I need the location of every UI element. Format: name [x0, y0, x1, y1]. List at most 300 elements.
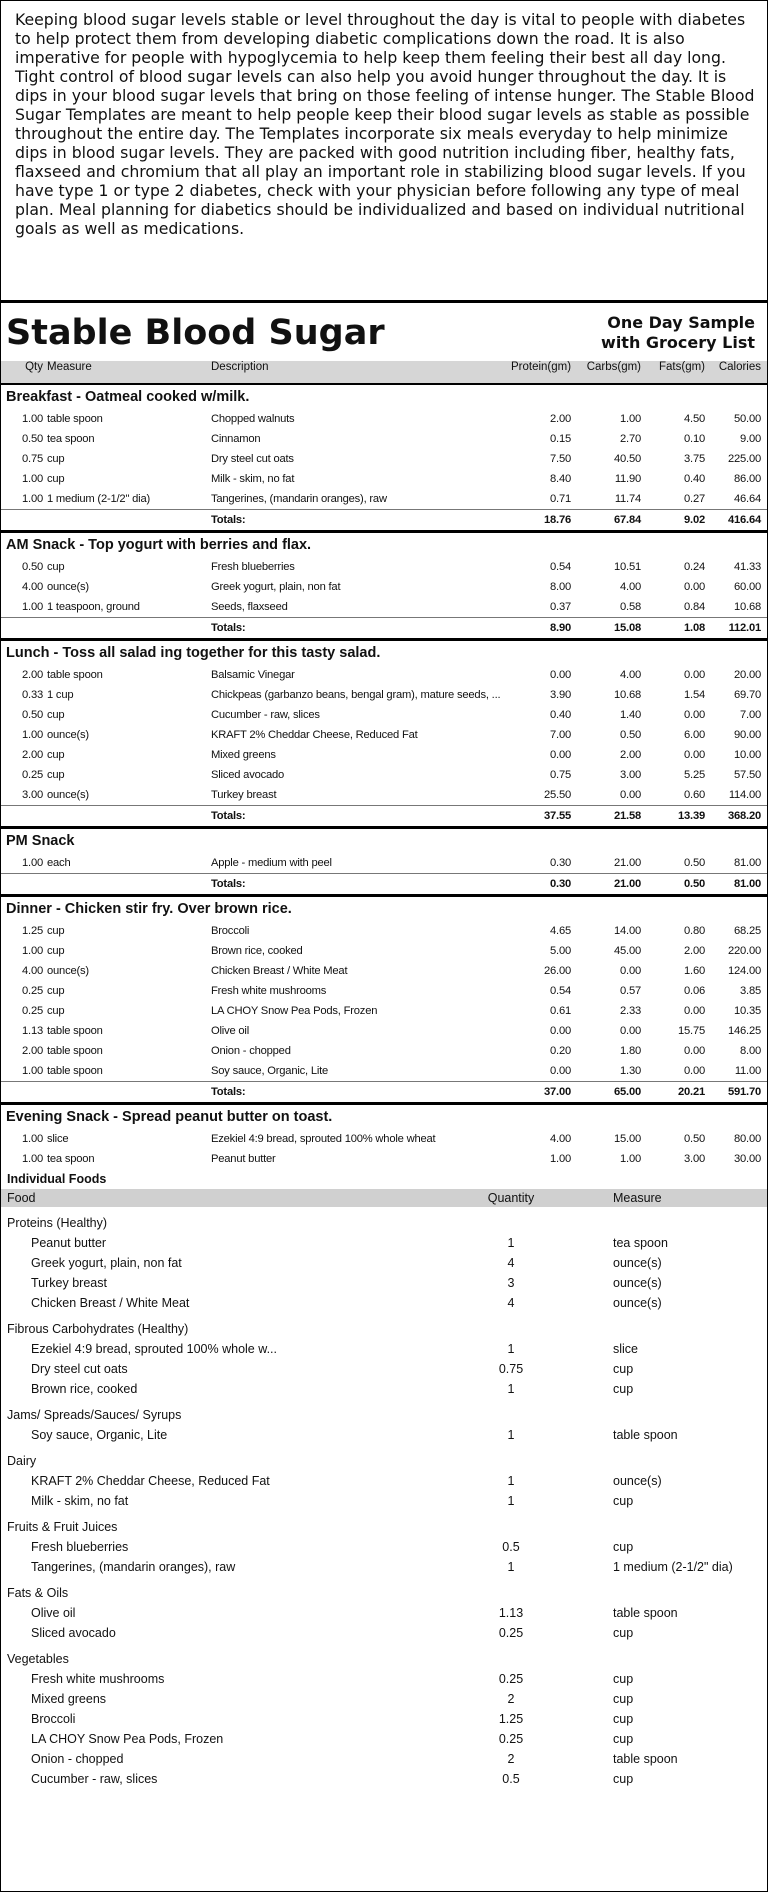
meal-title: Dinner - Chicken stir fry. Over brown rice.	[1, 895, 767, 921]
item-protein: 0.00	[550, 1065, 571, 1077]
item-measure: each	[47, 857, 71, 869]
grocery-measure: tea spoon	[613, 1236, 668, 1250]
grocery-measure: cup	[613, 1362, 634, 1376]
total-fats: 20.21	[678, 1086, 705, 1098]
item-fats: 0.06	[684, 985, 705, 997]
total-fats: 0.50	[684, 878, 705, 890]
item-carbs: 21.00	[614, 857, 641, 869]
total-carbs: 21.58	[614, 810, 641, 822]
item-carbs: 2.70	[620, 433, 641, 445]
item-measure: cup	[47, 985, 65, 997]
item-carbs: 0.58	[620, 601, 641, 613]
item-carbs: 0.00	[620, 965, 641, 977]
grocery-quantity: 0.25	[498, 1732, 524, 1746]
meal-title: PM Snack	[1, 827, 767, 853]
item-carbs: 3.00	[620, 769, 641, 781]
meal-item-row	[1, 853, 767, 873]
item-measure: tea spoon	[47, 433, 95, 445]
col-quantity: Quantity	[487, 1191, 535, 1205]
meal-item-row	[1, 921, 767, 941]
item-description: Cinnamon	[211, 433, 261, 445]
grocery-item-row	[1, 1709, 767, 1729]
grocery-food: Onion - chopped	[31, 1752, 124, 1766]
item-carbs: 11.74	[614, 493, 641, 505]
item-qty: 2.00	[22, 749, 43, 761]
item-description: Seeds, flaxseed	[211, 601, 288, 613]
meal-item-row	[1, 409, 767, 429]
item-qty: 1.13	[22, 1025, 43, 1037]
item-description: Ezekiel 4:9 bread, sprouted 100% whole wheat	[211, 1133, 436, 1145]
grocery-item-row	[1, 1623, 767, 1643]
grocery-measure: cup	[613, 1712, 634, 1726]
item-fats: 0.00	[684, 1065, 705, 1077]
item-protein: 26.00	[544, 965, 571, 977]
total-carbs: 21.00	[614, 878, 641, 890]
item-qty: 0.50	[22, 433, 43, 445]
grocery-measure: table spoon	[613, 1428, 678, 1442]
meal-item-row	[1, 981, 767, 1001]
item-qty: 2.00	[22, 1045, 43, 1057]
plan-title: Stable Blood Sugar	[6, 313, 385, 353]
item-calories: 8.00	[740, 1045, 761, 1057]
plan-header	[1, 303, 767, 361]
grocery-quantity: 4	[507, 1256, 515, 1270]
item-carbs: 10.51	[614, 561, 641, 573]
total-protein: 18.76	[544, 514, 571, 526]
grocery-quantity: 0.25	[498, 1626, 524, 1640]
meal-item-row	[1, 705, 767, 725]
grocery-food: Fresh blueberries	[31, 1540, 129, 1554]
item-qty: 1.00	[22, 1065, 43, 1077]
item-protein: 0.54	[550, 985, 571, 997]
item-carbs: 0.00	[620, 789, 641, 801]
item-fats: 0.60	[684, 789, 705, 801]
grocery-category: Dairy	[7, 1454, 37, 1468]
item-measure: ounce(s)	[47, 789, 89, 801]
item-carbs: 1.80	[620, 1045, 641, 1057]
grocery-food: Broccoli	[31, 1712, 76, 1726]
item-calories: 225.00	[727, 453, 761, 465]
meal-item-row	[1, 1149, 767, 1169]
grocery-item-row	[1, 1471, 767, 1491]
meal-list	[1, 383, 767, 1169]
meal-section	[1, 827, 767, 895]
item-measure: table spoon	[47, 1045, 103, 1057]
item-calories: 46.64	[734, 493, 761, 505]
meal-item-row	[1, 557, 767, 577]
grocery-category: Fats & Oils	[7, 1586, 69, 1600]
meal-totals-row	[1, 617, 767, 638]
col-grocery-measure: Measure	[613, 1191, 662, 1205]
meal-item-row	[1, 665, 767, 685]
item-description: Chopped walnuts	[211, 413, 295, 425]
grocery-food: LA CHOY Snow Pea Pods, Frozen	[31, 1732, 224, 1746]
total-calories: 112.01	[728, 622, 761, 634]
item-measure: cup	[47, 1005, 65, 1017]
item-carbs: 0.50	[620, 729, 641, 741]
grocery-food: Tangerines, (mandarin oranges), raw	[31, 1560, 236, 1574]
item-carbs: 1.00	[620, 413, 641, 425]
item-protein: 0.00	[550, 749, 571, 761]
item-description: Apple - medium with peel	[211, 857, 332, 869]
item-fats: 3.75	[684, 453, 705, 465]
grocery-quantity: 2	[507, 1752, 515, 1766]
item-measure: cup	[47, 769, 65, 781]
grocery-measure: cup	[613, 1772, 634, 1786]
meal-totals-row	[1, 509, 767, 530]
item-fats: 2.00	[684, 945, 705, 957]
item-fats: 0.00	[684, 1045, 705, 1057]
item-measure: cup	[47, 749, 65, 761]
item-fats: 0.50	[684, 1133, 705, 1145]
grocery-food: Milk - skim, no fat	[31, 1494, 129, 1508]
item-fats: 4.50	[684, 413, 705, 425]
item-calories: 146.25	[727, 1025, 761, 1037]
item-description: Chicken Breast / White Meat	[211, 965, 348, 977]
item-fats: 15.75	[678, 1025, 705, 1037]
item-description: Chickpeas (garbanzo beans, bengal gram), mature seeds, ...	[211, 689, 501, 701]
grocery-food: Fresh white mushrooms	[31, 1672, 165, 1686]
item-qty: 0.25	[22, 985, 43, 997]
item-calories: 57.50	[734, 769, 761, 781]
item-description: Cucumber - raw, slices	[211, 709, 320, 721]
item-carbs: 4.00	[620, 669, 641, 681]
col-fats: Fats(gm)	[659, 361, 705, 373]
grocery-quantity: 0.5	[502, 1772, 520, 1786]
total-protein: 37.00	[544, 1086, 571, 1098]
item-carbs: 1.40	[620, 709, 641, 721]
meal-totals-row	[1, 1081, 767, 1102]
grocery-item-row	[1, 1729, 767, 1749]
item-description: Soy sauce, Organic, Lite	[211, 1065, 329, 1077]
grocery-quantity: 2	[507, 1692, 515, 1706]
item-description: KRAFT 2% Cheddar Cheese, Reduced Fat	[211, 729, 418, 741]
item-calories: 114.00	[728, 789, 761, 801]
item-calories: 20.00	[734, 669, 761, 681]
item-fats: 0.27	[684, 493, 705, 505]
grocery-food: Brown rice, cooked	[31, 1382, 138, 1396]
item-calories: 30.00	[734, 1153, 761, 1165]
item-protein: 0.75	[550, 769, 571, 781]
item-measure: cup	[47, 925, 65, 937]
total-calories: 81.00	[734, 878, 761, 890]
grocery-measure: cup	[613, 1540, 634, 1554]
col-protein: Protein(gm)	[511, 361, 572, 373]
item-protein: 5.00	[550, 945, 571, 957]
grocery-measure: ounce(s)	[613, 1256, 662, 1270]
total-protein: 37.55	[544, 810, 571, 822]
col-calories: Calories	[718, 361, 761, 373]
item-description: Balsamic Vinegar	[211, 669, 295, 681]
item-description: Onion - chopped	[211, 1045, 291, 1057]
grocery-food: Soy sauce, Organic, Lite	[31, 1428, 168, 1442]
item-qty: 1.00	[22, 945, 43, 957]
grocery-measure: cup	[613, 1672, 634, 1686]
item-fats: 0.00	[684, 581, 705, 593]
total-carbs: 67.84	[614, 514, 641, 526]
grocery-measure: cup	[613, 1382, 634, 1396]
item-qty: 1.25	[22, 925, 43, 937]
item-protein: 0.30	[550, 857, 571, 869]
meal-item-row	[1, 685, 767, 705]
item-qty: 1.00	[22, 601, 43, 613]
grocery-item-row	[1, 1749, 767, 1769]
item-qty: 0.25	[22, 1005, 43, 1017]
totals-label: Totals:	[211, 878, 246, 890]
total-carbs: 15.08	[614, 622, 641, 634]
grocery-food: Turkey breast	[31, 1276, 107, 1290]
item-calories: 81.00	[734, 857, 761, 869]
grocery-quantity: 1	[507, 1382, 515, 1396]
item-calories: 68.25	[734, 925, 761, 937]
item-description: Brown rice, cooked	[211, 945, 303, 957]
item-measure: ounce(s)	[47, 729, 89, 741]
item-fats: 1.60	[684, 965, 705, 977]
item-calories: 90.00	[734, 729, 761, 741]
item-carbs: 2.00	[620, 749, 641, 761]
item-description: Sliced avocado	[211, 769, 285, 781]
grocery-category: Fruits & Fruit Juices	[7, 1520, 118, 1534]
meal-totals-row	[1, 873, 767, 894]
item-qty: 1.00	[22, 857, 43, 869]
grocery-food: Dry steel cut oats	[31, 1362, 128, 1376]
grocery-item-row	[1, 1339, 767, 1359]
item-calories: 9.00	[740, 433, 761, 445]
grocery-category: Fibrous Carbohydrates (Healthy)	[7, 1322, 189, 1336]
item-protein: 0.54	[550, 561, 571, 573]
meal-item-row	[1, 1061, 767, 1081]
item-description: Olive oil	[211, 1025, 249, 1037]
item-measure: cup	[47, 561, 65, 573]
total-protein: 0.30	[550, 878, 571, 890]
item-description: Milk - skim, no fat	[211, 473, 295, 485]
item-calories: 10.68	[734, 601, 761, 613]
item-fats: 0.24	[684, 561, 705, 573]
total-calories: 416.64	[727, 514, 761, 526]
meal-item-row	[1, 1129, 767, 1149]
meal-section	[1, 639, 767, 827]
item-fats: 0.40	[684, 473, 705, 485]
meal-item-row	[1, 961, 767, 981]
grocery-category: Proteins (Healthy)	[7, 1216, 108, 1230]
grocery-quantity: 0.75	[498, 1362, 524, 1376]
item-measure: cup	[47, 473, 65, 485]
item-protein: 0.00	[550, 1025, 571, 1037]
meal-item-row	[1, 745, 767, 765]
plan-subtitle	[601, 313, 755, 353]
item-measure: cup	[47, 945, 65, 957]
totals-label: Totals:	[211, 622, 246, 634]
totals-label: Totals:	[211, 810, 246, 822]
grocery-item-row	[1, 1293, 767, 1313]
item-protein: 4.00	[550, 1133, 571, 1145]
item-calories: 69.70	[734, 689, 761, 701]
meal-title: AM Snack - Top yogurt with berries and flax.	[1, 531, 767, 557]
meal-item-row	[1, 577, 767, 597]
item-protein: 25.50	[544, 789, 571, 801]
item-calories: 124.00	[727, 965, 761, 977]
item-protein: 7.00	[550, 729, 571, 741]
item-carbs: 4.00	[620, 581, 641, 593]
grocery-measure: cup	[613, 1692, 634, 1706]
total-carbs: 65.00	[614, 1086, 641, 1098]
item-protein: 3.90	[550, 689, 571, 701]
item-fats: 0.00	[684, 749, 705, 761]
grocery-quantity: 1	[507, 1428, 515, 1442]
col-description: Description	[211, 361, 269, 373]
item-protein: 8.00	[550, 581, 571, 593]
grocery-quantity: 1	[507, 1342, 515, 1356]
meal-item-row	[1, 449, 767, 469]
meal-title: Lunch - Toss all salad ing together for this tasty salad.	[1, 639, 767, 665]
item-qty: 4.00	[22, 965, 43, 977]
item-measure: ounce(s)	[47, 581, 89, 593]
item-carbs: 11.90	[614, 473, 641, 485]
meal-title: Breakfast - Oatmeal cooked w/milk.	[1, 383, 767, 409]
grocery-measure: cup	[613, 1732, 634, 1746]
grocery-title: Individual Foods	[7, 1172, 107, 1186]
item-calories: 3.85	[740, 985, 761, 997]
item-carbs: 14.00	[614, 925, 641, 937]
item-fats: 3.00	[684, 1153, 705, 1165]
meal-item-row	[1, 1021, 767, 1041]
meal-item-row	[1, 941, 767, 961]
item-qty: 0.25	[22, 769, 43, 781]
item-measure: 1 medium (2-1/2" dia)	[47, 493, 150, 505]
item-carbs: 45.00	[614, 945, 641, 957]
item-qty: 1.00	[22, 1133, 43, 1145]
item-fats: 0.00	[684, 669, 705, 681]
item-description: Fresh blueberries	[211, 561, 295, 573]
grocery-header	[1, 1189, 767, 1207]
item-calories: 7.00	[740, 709, 761, 721]
item-protein: 0.20	[550, 1045, 571, 1057]
grocery-measure: ounce(s)	[613, 1276, 662, 1290]
meal-section	[1, 1103, 767, 1169]
grocery-quantity: 1	[507, 1560, 515, 1574]
item-measure: slice	[47, 1133, 69, 1145]
item-description: Fresh white mushrooms	[211, 985, 327, 997]
meal-section	[1, 531, 767, 639]
item-protein: 0.71	[550, 493, 571, 505]
meal-table-header	[1, 361, 767, 383]
grocery-item-row	[1, 1769, 767, 1789]
item-calories: 10.35	[734, 1005, 761, 1017]
item-fats: 0.84	[684, 601, 705, 613]
totals-label: Totals:	[211, 514, 246, 526]
item-qty: 2.00	[22, 669, 43, 681]
item-qty: 0.50	[22, 709, 43, 721]
meal-section	[1, 895, 767, 1103]
col-measure: Measure	[47, 361, 92, 373]
meal-item-row	[1, 1041, 767, 1061]
item-description: Mixed greens	[211, 749, 276, 761]
item-measure: ounce(s)	[47, 965, 89, 977]
grocery-measure: cup	[613, 1494, 634, 1508]
item-protein: 0.00	[550, 669, 571, 681]
item-qty: 3.00	[22, 789, 43, 801]
item-measure: 1 cup	[47, 689, 74, 701]
grocery-measure: table spoon	[613, 1752, 678, 1766]
item-protein: 4.65	[550, 925, 571, 937]
item-fats: 5.25	[684, 769, 705, 781]
item-description: LA CHOY Snow Pea Pods, Frozen	[211, 1005, 378, 1017]
item-measure: cup	[47, 709, 65, 721]
total-fats: 1.08	[684, 622, 705, 634]
grocery-food: Ezekiel 4:9 bread, sprouted 100% whole w...	[31, 1342, 277, 1356]
item-fats: 0.10	[684, 433, 705, 445]
item-measure: table spoon	[47, 669, 103, 681]
grocery-measure: table spoon	[613, 1606, 678, 1620]
item-qty: 1.00	[22, 729, 43, 741]
item-qty: 1.00	[22, 493, 43, 505]
grocery-quantity: 1	[507, 1494, 515, 1508]
item-carbs: 0.57	[620, 985, 641, 997]
grocery-item-row	[1, 1537, 767, 1557]
grocery-item-row	[1, 1603, 767, 1623]
grocery-item-row	[1, 1425, 767, 1445]
item-qty: 1.00	[22, 413, 43, 425]
meal-item-row	[1, 785, 767, 805]
grocery-item-row	[1, 1557, 767, 1577]
grocery-quantity: 1	[507, 1236, 515, 1250]
item-protein: 0.15	[550, 433, 571, 445]
grocery-measure: slice	[613, 1342, 639, 1356]
item-measure: cup	[47, 453, 65, 465]
item-description: Greek yogurt, plain, non fat	[211, 581, 341, 593]
meal-item-row	[1, 469, 767, 489]
grocery-item-row	[1, 1669, 767, 1689]
grocery-quantity: 1.13	[498, 1606, 524, 1620]
plan-subtitle-line2: with Grocery List	[601, 333, 755, 352]
grocery-food: Greek yogurt, plain, non fat	[31, 1256, 182, 1270]
item-description: Broccoli	[211, 925, 250, 937]
item-calories: 60.00	[734, 581, 761, 593]
meal-title: Evening Snack - Spread peanut butter on toast.	[1, 1103, 767, 1129]
item-fats: 0.80	[684, 925, 705, 937]
item-carbs: 0.00	[620, 1025, 641, 1037]
item-carbs: 2.33	[620, 1005, 641, 1017]
item-calories: 41.33	[734, 561, 761, 573]
item-carbs: 10.68	[614, 689, 641, 701]
grocery-item-row	[1, 1233, 767, 1253]
item-qty: 1.00	[22, 473, 43, 485]
item-protein: 0.37	[550, 601, 571, 613]
grocery-food: Sliced avocado	[31, 1626, 116, 1640]
item-fats: 6.00	[684, 729, 705, 741]
grocery-quantity: 0.5	[502, 1540, 520, 1554]
meal-item-row	[1, 429, 767, 449]
grocery-item-row	[1, 1379, 767, 1399]
col-food: Food	[7, 1191, 36, 1205]
item-description: Tangerines, (mandarin oranges), raw	[211, 493, 387, 505]
grocery-item-row	[1, 1253, 767, 1273]
grocery-category: Jams/ Spreads/Sauces/ Syrups	[7, 1408, 182, 1422]
item-carbs: 15.00	[614, 1133, 641, 1145]
item-calories: 10.00	[734, 749, 761, 761]
item-calories: 50.00	[734, 413, 761, 425]
totals-label: Totals:	[211, 1086, 246, 1098]
total-protein: 8.90	[550, 622, 571, 634]
grocery-measure: 1 medium (2-1/2" dia)	[613, 1560, 733, 1574]
item-protein: 0.61	[550, 1005, 571, 1017]
meal-section	[1, 383, 767, 531]
item-qty: 1.00	[22, 1153, 43, 1165]
item-measure: table spoon	[47, 1025, 103, 1037]
item-fats: 0.00	[684, 709, 705, 721]
meal-item-row	[1, 765, 767, 785]
item-qty: 4.00	[22, 581, 43, 593]
